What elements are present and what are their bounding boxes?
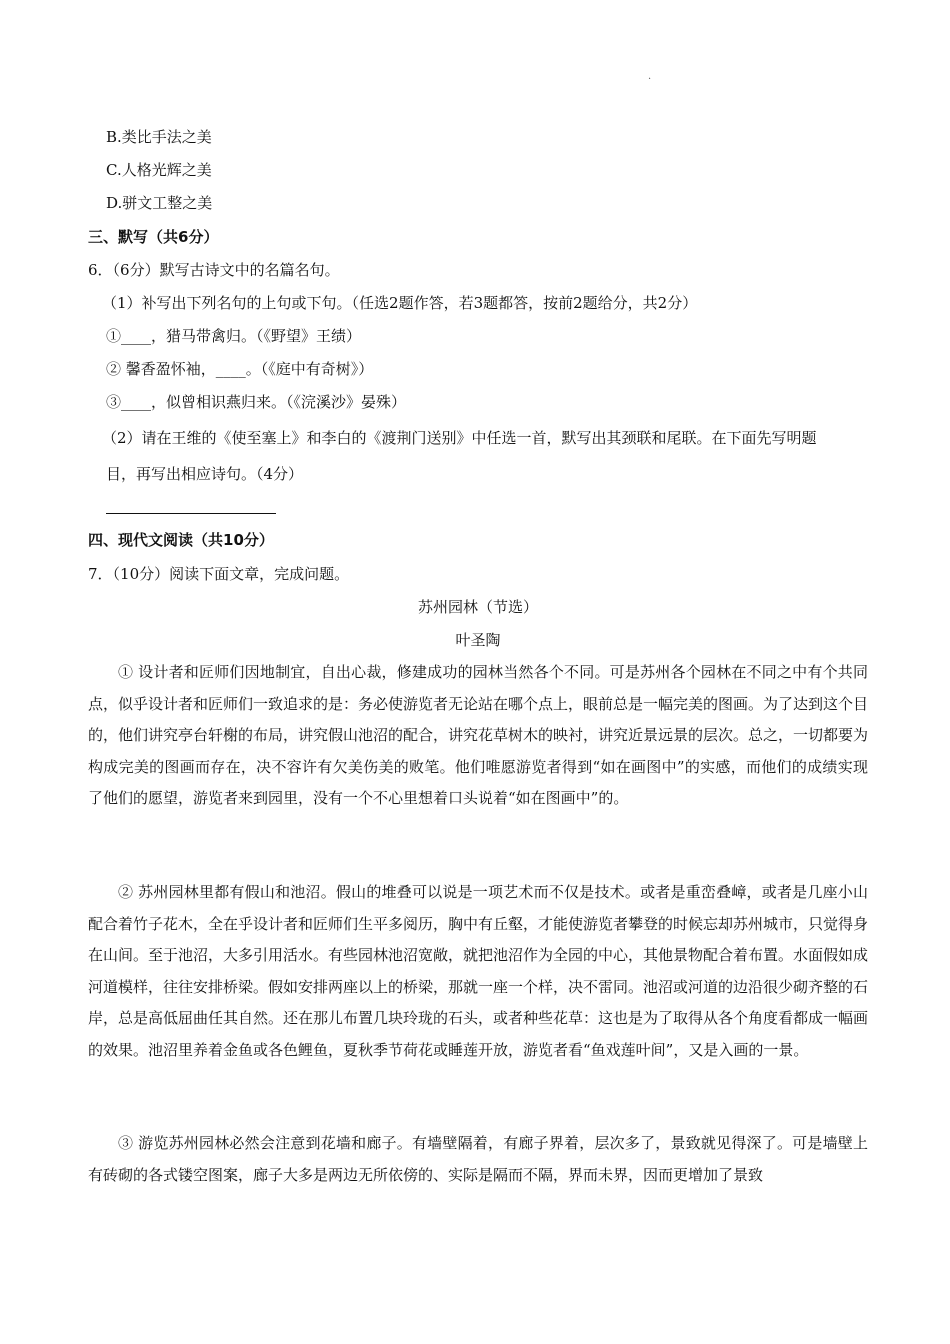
question6-part2-line2: 目，再写出相应诗句。（4分）: [106, 465, 304, 483]
article-paragraph-1: ① 设计者和匠师们因地制宜，自出心裁，修建成功的园林当然各个不同。可是苏州各个园林在不同之中有个共同点，似乎设计者和匠师们一致追求的是：务必使游览者无论站在哪个点上，眼前总是一幅完美的图画。为了达到这个目的，他们讲究亭台轩榭的布局，讲究假山池沼的配合，讲究花草树木的映衬，讲究近景远景的层次。总之，一切都要为构成完美的图画而存在，决不容许有欠美伤美的败笔。他们唯愿游览者得到“如在画图中”的实感，而他们的成绩实现了他们的愿望，游览者来到园里，没有一个不心里想着口头说着“如在图画中”的。: [88, 663, 869, 807]
question6-item2: ② 馨香盈怀袖，____。（《庭中有奇树》）: [106, 360, 374, 378]
answer-blank-line: [106, 513, 276, 514]
question6-item3: ③____，似曾相识燕归来。（《浣溪沙》晏殊）: [106, 393, 407, 411]
question6-part1-instruction: （1）补写出下列名句的上句或下句。（任选2题作答，若3题都答，按前2题给分，共2分）: [102, 294, 698, 312]
article-paragraph-3: ③ 游览苏州园林必然会注意到花墙和廊子。有墙壁隔着，有廊子界着，层次多了，景致就见得深了。可是墙壁上有砖砌的各式镂空图案，廊子大多是两边无所依傍的、实际是隔而不隔，界而未界，因而更增加了景致: [88, 1134, 868, 1184]
question6-item1: ①____，猎马带禽归。（《野望》王绩）: [106, 327, 362, 345]
article-author: 叶圣陶: [455, 631, 501, 649]
option-d: D.骈文工整之美: [106, 194, 213, 212]
option-b: B.类比手法之美: [106, 128, 212, 146]
section4-heading: 四、现代文阅读（共10分）: [88, 531, 274, 549]
article-paragraph-2: ② 苏州园林里都有假山和池沼。假山的堆叠可以说是一项艺术而不仅是技术。或者是重峦叠嶂，或者是几座小山配合着竹子花木，全在乎设计者和匠师们生平多阅历，胸中有丘壑，才能使游览者攀登的时候忘却苏州城市，只觉得身在山间。至于池沼，大多引用活水。有些园林池沼宽敞，就把池沼作为全园的中心，其他景物配合着布置。水面假如成河道模样，往往安排桥梁。假如安排两座以上的桥梁，那就一座一个样，决不雷同。池沼或河道的边沿很少砌齐整的石岸，总是高低屈曲任其自然。还在那儿布置几块玲珑的石头，或者种些花草：这也是为了取得从各个角度看都成一幅画的效果。池沼里养着金鱼或各色鲤鱼，夏秋季节荷花或睡莲开放，游览者看“鱼戏莲叶间”，又是入画的一景。: [88, 883, 869, 1059]
section3-heading: 三、默写（共6分）: [88, 228, 219, 246]
question6-stem: 6．（6分）默写古诗文中的名篇名句。: [88, 261, 340, 279]
question6-part2-line1: （2）请在王维的《使至塞上》和李白的《渡荆门送别》中任选一首，默写出其颈联和尾联。在下面先写明题: [102, 429, 817, 447]
article-title: 苏州园林（节选）: [417, 598, 538, 616]
question7-stem: 7．（10分）阅读下面文章，完成问题。: [88, 565, 350, 583]
option-c: C.人格光辉之美: [106, 161, 212, 179]
page-mark: ·: [648, 74, 652, 85]
